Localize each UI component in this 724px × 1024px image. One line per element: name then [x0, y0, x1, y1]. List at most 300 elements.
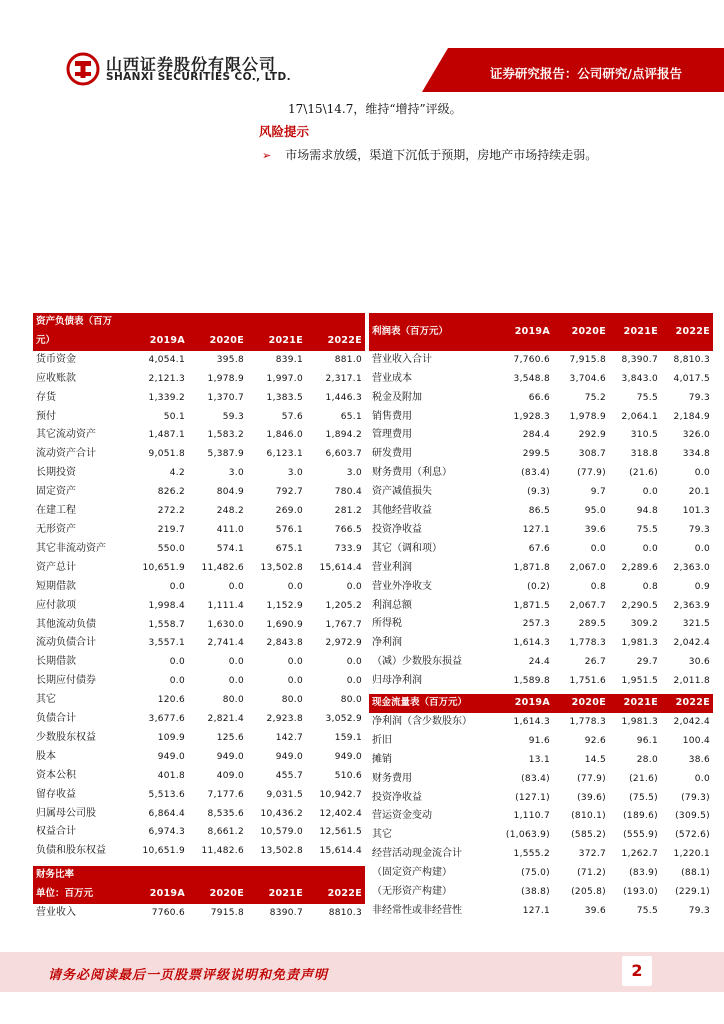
row-value: 321.5 [682, 619, 710, 630]
table-row [33, 691, 365, 710]
row-value: 257.3 [522, 619, 550, 630]
row-value: 284.4 [522, 430, 550, 441]
row-value: 0.0 [346, 581, 362, 592]
row-value: 292.9 [578, 430, 606, 441]
row-value: 39.6 [584, 905, 606, 916]
cash-flow-table [369, 694, 713, 921]
row-label: 净利润（含少数股东） [372, 715, 472, 727]
row-value: 10,942.7 [319, 789, 362, 800]
row-value: 0.9 [694, 581, 710, 592]
row-value: (38.8) [521, 887, 550, 898]
row-value: 1,997.0 [266, 373, 303, 384]
row-value: 0.0 [287, 581, 303, 592]
row-value: (229.1) [675, 887, 710, 898]
table-row [369, 426, 713, 445]
row-value: (9.3) [527, 487, 550, 498]
row-value: 65.1 [340, 411, 362, 422]
row-value: 8390.7 [269, 907, 303, 918]
row-value: 2,363.9 [673, 600, 710, 611]
row-value: 1,871.8 [513, 562, 550, 573]
row-label: 资产总计 [36, 561, 76, 573]
risk-item-text: 市场需求放缓，渠道下沉低于预期，房地产市场持续走弱。 [285, 148, 598, 162]
row-label: 研发费用 [372, 448, 412, 460]
column-year: 2022E [306, 885, 365, 904]
table-row [369, 540, 713, 559]
table-row [369, 597, 713, 616]
page-header [0, 0, 724, 92]
row-value: 15,614.4 [319, 846, 362, 857]
row-value: 109.9 [157, 732, 185, 743]
row-value: 1,614.3 [513, 638, 550, 649]
row-label: 存货 [36, 391, 56, 403]
row-value: 2,972.9 [325, 638, 362, 649]
row-value: 1,589.8 [513, 676, 550, 687]
row-value: 127.1 [522, 905, 550, 916]
row-value: 8,390.7 [621, 354, 658, 365]
table-row [369, 845, 713, 864]
row-value: 281.2 [334, 506, 362, 517]
row-value: 326.0 [682, 430, 710, 441]
row-value: 9,051.8 [148, 449, 185, 460]
row-value: 80.0 [281, 695, 303, 706]
row-value: 2,042.4 [673, 716, 710, 727]
row-value: (1,063.9) [505, 830, 550, 841]
column-year: 2022E [306, 332, 365, 351]
table-row [33, 578, 365, 597]
row-value: (83.4) [521, 773, 550, 784]
row-value: 1,998.4 [148, 600, 185, 611]
row-label: 股本 [36, 750, 56, 762]
header-spacer [247, 313, 306, 332]
row-value: 5,513.6 [148, 789, 185, 800]
row-label: 资产减值损失 [372, 486, 432, 498]
column-year: 2021E [247, 332, 306, 351]
row-value: 8,810.3 [673, 354, 710, 365]
row-value: 6,974.3 [148, 827, 185, 838]
row-value: 2,067.0 [569, 562, 606, 573]
row-value: 0.0 [228, 581, 244, 592]
row-value: 7,760.6 [513, 354, 550, 365]
row-label: 其它非流动资产 [36, 542, 106, 554]
table-row [33, 823, 365, 842]
row-label: 营业外净收支 [372, 580, 432, 592]
row-value: 309.2 [630, 619, 658, 630]
row-value: 7915.8 [210, 907, 244, 918]
row-value: 1,111.4 [207, 600, 244, 611]
row-value: 0.0 [346, 657, 362, 668]
row-value: 411.0 [216, 524, 244, 535]
row-value: 3,704.6 [569, 373, 606, 384]
row-value: 1,614.3 [513, 716, 550, 727]
row-value: 881.0 [334, 354, 362, 365]
row-label: 资本公积 [36, 769, 76, 781]
row-value: 15,614.4 [319, 562, 362, 573]
row-value: 96.1 [636, 735, 658, 746]
table-row [369, 408, 713, 427]
row-value: 100.4 [682, 735, 710, 746]
table-row [369, 902, 713, 921]
header-spacer [188, 313, 247, 332]
table-header-row-2 [33, 332, 365, 351]
row-value: 455.7 [275, 770, 303, 781]
row-label: 流动负债合计 [36, 637, 96, 649]
row-value: 20.1 [688, 487, 710, 498]
table-row [369, 826, 713, 845]
table-row [33, 597, 365, 616]
table-row [369, 653, 713, 672]
row-value: 6,603.7 [325, 449, 362, 460]
company-name-en: SHANXI SECURITIES CO., LTD. [106, 71, 291, 83]
row-value: 75.2 [584, 392, 606, 403]
header-spacer [306, 866, 365, 885]
row-label: 归母净利润 [372, 675, 422, 687]
balance-sheet-table [33, 313, 365, 861]
row-label: 留存收益 [36, 788, 76, 800]
row-value: 5,387.9 [207, 449, 244, 460]
table-row [369, 732, 713, 751]
row-value: 1,978.9 [207, 373, 244, 384]
row-value: 1,446.3 [325, 392, 362, 403]
table-row [369, 713, 713, 732]
column-year: 2021E [247, 885, 306, 904]
table-row [33, 389, 365, 408]
row-label: 摊销 [372, 753, 392, 765]
row-value: 804.9 [216, 487, 244, 498]
table-row [33, 842, 365, 861]
row-value: 949.0 [334, 751, 362, 762]
row-value: 289.5 [578, 619, 606, 630]
row-value: 10,651.9 [142, 562, 185, 573]
row-value: 1,339.2 [148, 392, 185, 403]
row-label: 营业成本 [372, 372, 412, 384]
column-year: 2021E [609, 313, 661, 351]
row-label: 预付 [36, 410, 56, 422]
table-row [33, 710, 365, 729]
column-year: 2022E [661, 313, 713, 351]
row-label: 长期投资 [36, 467, 76, 479]
row-value: 38.6 [688, 754, 710, 765]
row-label: 在建工程 [36, 505, 76, 517]
row-value: (585.2) [571, 830, 606, 841]
row-value: 120.6 [157, 695, 185, 706]
risk-item [262, 146, 597, 163]
row-value: (88.1) [681, 868, 710, 879]
row-value: 3,677.6 [148, 714, 185, 725]
row-value: 75.5 [636, 905, 658, 916]
table-row [33, 634, 365, 653]
table-row [369, 483, 713, 502]
row-value: 2,121.3 [148, 373, 185, 384]
row-value: (75.0) [521, 868, 550, 879]
row-label: 其他流动负债 [36, 618, 96, 630]
row-value: 6,864.4 [148, 808, 185, 819]
row-value: 142.7 [275, 732, 303, 743]
table-row [33, 408, 365, 427]
shanxi-securities-logo-icon [66, 52, 100, 86]
row-value: 0.0 [642, 543, 658, 554]
row-value: 949.0 [275, 751, 303, 762]
row-value: (77.9) [577, 773, 606, 784]
row-value: 13,502.8 [260, 846, 303, 857]
row-value: 675.1 [275, 543, 303, 554]
column-year: 2020E [553, 694, 609, 713]
row-value: 310.5 [630, 430, 658, 441]
row-value: 1,846.0 [266, 430, 303, 441]
column-year: 2021E [609, 694, 661, 713]
row-value: 7,177.6 [207, 789, 244, 800]
row-label: 负债合计 [36, 713, 76, 725]
row-value: 80.0 [222, 695, 244, 706]
row-value: 28.0 [636, 754, 658, 765]
table-row [33, 483, 365, 502]
table-row [369, 578, 713, 597]
row-value: 401.8 [157, 770, 185, 781]
row-value: 159.1 [334, 732, 362, 743]
row-value: 318.8 [630, 449, 658, 460]
row-value: 26.7 [584, 657, 606, 668]
row-value: 269.0 [275, 506, 303, 517]
row-value: 2,011.8 [673, 676, 710, 687]
row-value: (205.8) [571, 887, 606, 898]
row-value: 66.6 [528, 392, 550, 403]
row-value: 2,821.4 [207, 714, 244, 725]
header-spacer [129, 313, 188, 332]
header-spacer [247, 866, 306, 885]
row-value: 86.5 [528, 506, 550, 517]
column-year: 2022E [661, 694, 713, 713]
table-title: 利润表（百万元） [372, 326, 449, 337]
row-value: 1,487.1 [148, 430, 185, 441]
row-label: （减）少数股东损益 [372, 656, 462, 668]
row-value: 733.9 [334, 543, 362, 554]
row-value: 2,843.8 [266, 638, 303, 649]
row-value: 3.0 [346, 468, 362, 479]
row-value: 1,558.7 [148, 619, 185, 630]
row-value: 14.5 [584, 754, 606, 765]
row-value: 576.1 [275, 524, 303, 535]
row-value: 2,289.6 [621, 562, 658, 573]
row-value: (309.5) [675, 811, 710, 822]
row-value: 949.0 [157, 751, 185, 762]
row-value: 372.7 [578, 849, 606, 860]
row-value: 67.6 [528, 543, 550, 554]
table-title-cell [369, 313, 489, 351]
column-year: 2020E [188, 885, 247, 904]
row-value: 1,262.7 [621, 849, 658, 860]
row-value: 79.3 [688, 524, 710, 535]
table-row [33, 370, 365, 389]
row-value: 0.0 [228, 676, 244, 687]
row-value: 9.7 [590, 487, 606, 498]
company-name-cn: 山西证券股份有限公司 [106, 55, 277, 74]
row-value: 92.6 [584, 735, 606, 746]
row-value: 11,482.6 [201, 846, 244, 857]
row-value: 3,052.9 [325, 714, 362, 725]
column-year: 2020E [188, 332, 247, 351]
row-value: 57.6 [281, 411, 303, 422]
row-value: 0.0 [169, 676, 185, 687]
row-label: 长期应付债券 [36, 675, 96, 687]
table-row [33, 748, 365, 767]
row-value: 3.0 [287, 468, 303, 479]
row-label: 应付款项 [36, 599, 76, 611]
table-row [369, 445, 713, 464]
column-year: 2019A [129, 332, 188, 351]
rating-text: 17\15\14.7，维持“增持”评级。 [288, 102, 462, 116]
row-value: 30.6 [688, 657, 710, 668]
table-row [33, 767, 365, 786]
table-row [369, 351, 713, 370]
row-value: 12,402.4 [319, 808, 362, 819]
row-label: 税金及附加 [372, 391, 422, 403]
table-title: 资产负债表（百万 [36, 316, 113, 327]
row-value: 127.1 [522, 524, 550, 535]
header-spacer [129, 866, 188, 885]
row-label: 经营活动现金流合计 [372, 848, 462, 860]
column-year: 2020E [553, 313, 609, 351]
row-value: 1,928.3 [513, 411, 550, 422]
row-value: 59.3 [222, 411, 244, 422]
row-value: 0.0 [228, 657, 244, 668]
row-label: 净利润 [372, 637, 402, 649]
table-row [369, 751, 713, 770]
row-value: 79.3 [688, 392, 710, 403]
row-value: 248.2 [216, 506, 244, 517]
row-value: 510.6 [334, 770, 362, 781]
row-label: 其它流动资产 [36, 429, 96, 441]
row-value: 2,184.9 [673, 411, 710, 422]
row-value: 1,220.1 [673, 849, 710, 860]
row-label: 销售费用 [372, 410, 412, 422]
row-value: (75.5) [629, 792, 658, 803]
row-value: 0.0 [287, 657, 303, 668]
row-value: (21.6) [629, 773, 658, 784]
row-value: 1,978.9 [569, 411, 606, 422]
table-row [33, 464, 365, 483]
row-value: 9,031.5 [266, 789, 303, 800]
financial-ratio-table [33, 866, 365, 923]
row-value: 10,579.0 [260, 827, 303, 838]
table-header-row [33, 866, 365, 885]
table-row [369, 615, 713, 634]
row-value: 94.8 [636, 506, 658, 517]
row-label: 少数股东权益 [36, 731, 96, 743]
row-value: 3,548.8 [513, 373, 550, 384]
row-value: 10,651.9 [142, 846, 185, 857]
row-value: 29.7 [636, 657, 658, 668]
row-value: 13.1 [528, 754, 550, 765]
row-value: 80.0 [340, 695, 362, 706]
table-row [33, 540, 365, 559]
column-year: 2019A [129, 885, 188, 904]
row-value: 8,661.2 [207, 827, 244, 838]
row-value: 0.0 [169, 657, 185, 668]
row-value: 0.8 [642, 581, 658, 592]
row-label: 负债和股东权益 [36, 845, 106, 857]
row-value: (0.2) [527, 581, 550, 592]
row-value: 7,915.8 [569, 354, 606, 365]
row-label: 应收账款 [36, 372, 76, 384]
row-label: 投资净收益 [372, 791, 422, 803]
row-value: 299.5 [522, 449, 550, 460]
row-label: 其它 [372, 829, 392, 841]
row-value: 91.6 [528, 735, 550, 746]
table-header-row [33, 313, 365, 332]
row-label: 营业利润 [372, 561, 412, 573]
footer-disclaimer: 请务必阅读最后一页股票评级说明和免责声明 [48, 968, 329, 983]
row-value: (83.4) [521, 468, 550, 479]
row-label: 归属母公司股 [36, 807, 96, 819]
row-value: (21.6) [629, 468, 658, 479]
row-label: 短期借款 [36, 580, 76, 592]
table-row [369, 864, 713, 883]
row-value: 949.0 [216, 751, 244, 762]
table-row [33, 616, 365, 635]
row-value: 125.6 [216, 732, 244, 743]
row-value: 1,778.3 [569, 638, 606, 649]
row-value: 2,064.1 [621, 411, 658, 422]
row-value: 3.0 [228, 468, 244, 479]
row-label: （无形资产构建） [372, 886, 452, 898]
table-header-row-2 [33, 885, 365, 904]
row-value: 2,067.7 [569, 600, 606, 611]
row-label: 投资净收益 [372, 523, 422, 535]
row-label: 利润总额 [372, 599, 412, 611]
row-label: 财务费用 [372, 772, 412, 784]
row-value: 766.5 [334, 524, 362, 535]
row-value: 24.4 [528, 657, 550, 668]
row-value: 0.0 [642, 487, 658, 498]
row-value: 2,923.8 [266, 714, 303, 725]
row-value: 50.1 [163, 411, 185, 422]
row-value: (127.1) [515, 792, 550, 803]
table-title: 财务比率 [33, 866, 129, 885]
row-value: 1,383.5 [266, 392, 303, 403]
row-label: 长期借款 [36, 656, 76, 668]
table-row [33, 426, 365, 445]
table-row [33, 653, 365, 672]
row-value: 0.0 [694, 773, 710, 784]
row-value: 409.0 [216, 770, 244, 781]
row-value: 0.0 [694, 468, 710, 479]
row-value: 0.0 [694, 543, 710, 554]
row-value: 2,741.4 [207, 638, 244, 649]
row-label: （固定资产构建） [372, 867, 452, 879]
table-row [33, 502, 365, 521]
row-label: 营业收入 [36, 906, 76, 918]
row-value: 839.1 [275, 354, 303, 365]
row-value: 0.0 [169, 581, 185, 592]
row-value: 39.6 [584, 524, 606, 535]
row-value: (71.2) [577, 868, 606, 879]
row-value: 792.7 [275, 487, 303, 498]
table-row [369, 634, 713, 653]
table-row [369, 789, 713, 808]
table-row [33, 729, 365, 748]
table-row [369, 521, 713, 540]
table-row [33, 559, 365, 578]
row-label: 营运资金变动 [372, 810, 432, 822]
row-value: (189.6) [623, 811, 658, 822]
row-value: 79.3 [688, 905, 710, 916]
table-title-cont: 元） [33, 332, 129, 351]
row-value: 4,054.1 [148, 354, 185, 365]
row-value: 8,535.6 [207, 808, 244, 819]
row-value: 334.8 [682, 449, 710, 460]
row-value: 2,317.1 [325, 373, 362, 384]
row-label: 管理费用 [372, 429, 412, 441]
row-value: 395.8 [216, 354, 244, 365]
